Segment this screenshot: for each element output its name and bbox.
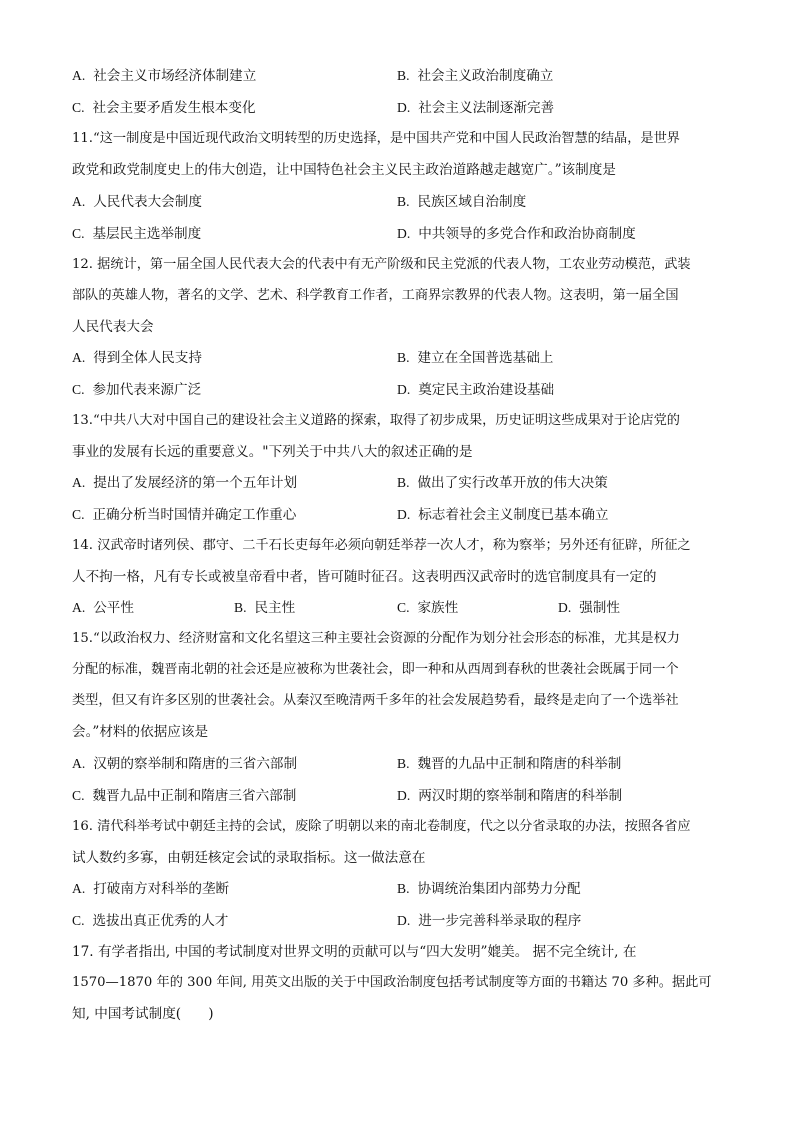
q15-option-d[interactable]: D. 两汉时期的察举制和隋唐的科举制 — [397, 788, 623, 804]
q11-option-a[interactable]: A. 人民代表大会制度 — [72, 194, 202, 210]
q12-option-b[interactable]: B. 建立在全国普选基础上 — [397, 350, 554, 366]
q15-stem-line-2: 分配的标准，魏晋南北朝的社会还是应被称为世袭社会，即一种和从西周到春秋的世袭社会既属于同一个 — [72, 662, 679, 677]
q12-option-a[interactable]: A. 得到全体人民支持 — [72, 350, 202, 366]
q12-stem-line-3: 人民代表大会 — [72, 319, 154, 335]
q15-stem-line-1: 15.“以政治权力、经济财富和文化名望这三种主要社会资源的分配作为划分社会形态的标准，尤其是权力 — [72, 631, 680, 646]
q17-stem-line-1: 17. 有学者指出, 中国的考试制度对世界文明的贡献可以与“四大发明”媲美。 据不完全统计, 在 — [72, 944, 637, 960]
q16-option-b[interactable]: B. 协调统治集团内部势力分配 — [397, 881, 581, 897]
q10-option-d[interactable]: D. 社会主义法制逐渐完善 — [397, 100, 555, 116]
q11-option-c[interactable]: C. 基层民主选举制度 — [72, 226, 202, 242]
q16-option-d[interactable]: D. 进一步完善科举录取的程序 — [397, 913, 582, 929]
q10-option-c[interactable]: C. 社会主要矛盾发生根本变化 — [72, 100, 256, 116]
q12-option-c[interactable]: C. 参加代表来源广泛 — [72, 382, 202, 398]
q13-option-c[interactable]: C. 正确分析当时国情并确定工作重心 — [72, 507, 297, 523]
q15-stem-line-3: 类型，但又有许多区别的世袭社会。从秦汉至晚清两千多年的社会发展趋势看，最终是走向了一个选举社 — [72, 693, 679, 708]
q12-stem-line-2: 部队的英雄人物，著名的文学、艺术、科学教育工作者，工商界宗教界的代表人物。这表明，第一届全国 — [72, 288, 679, 303]
q13-option-b[interactable]: B. 做出了实行改革开放的伟大决策 — [397, 475, 608, 491]
q15-option-a[interactable]: A. 汉朝的察举制和隋唐的三省六部制 — [72, 756, 298, 772]
q17-stem-line-2: 1570—1870 年的 300 年间, 用英文出版的关于中国政治制度包括考试制度等方面的书籍达 70 多种。据此可 — [72, 975, 712, 990]
q10-option-b[interactable]: B. 社会主义政治制度确立 — [397, 68, 554, 84]
q16-stem-line-2: 试人数约多寡，由朝廷核定会试的录取指标。这一做法意在 — [72, 850, 426, 866]
q14-stem-line-2: 人不拘一格，凡有专长或被皇帝看中者，皆可随时征召。这表明西汉武帝时的选官制度具有一定的 — [72, 569, 657, 585]
q15-option-c[interactable]: C. 魏晋九品中正制和隋唐三省六部制 — [72, 788, 297, 804]
q13-option-a[interactable]: A. 提出了发展经济的第一个五年计划 — [72, 475, 298, 491]
q13-option-d[interactable]: D. 标志着社会主义制度已基本确立 — [397, 507, 609, 523]
q11-stem-line-1: 11.“这一制度是中国近现代政治文明转型的历史选择，是中国共产党和中国人民政治智慧的结晶，是世界 — [72, 131, 680, 146]
q11-stem-line-2: 政党和政党制度史上的伟大创造，让中国特色社会主义民主政治道路越走越宽广。”该制度是 — [72, 162, 616, 178]
q17-stem-line-3: 知, 中国考试制度( ) — [72, 1006, 214, 1022]
q14-option-b[interactable]: B. 民主性 — [234, 600, 296, 616]
q14-stem-line-1: 14. 汉武帝时诸列侯、郡守、二千石长吏每年必须向朝廷举荐一次人才，称为察举；另外还有征辟，所征之 — [72, 538, 691, 553]
q14-option-a[interactable]: A. 公平性 — [72, 600, 134, 616]
q14-option-c[interactable]: C. 家族性 — [397, 600, 459, 616]
q12-option-d[interactable]: D. 奠定民主政治建设基础 — [397, 382, 555, 398]
q12-stem-line-1: 12. 据统计，第一届全国人民代表大会的代表中有无产阶级和民主党派的代表人物，工农业劳动模范，武装 — [72, 257, 691, 272]
q15-option-b[interactable]: B. 魏晋的九品中正制和隋唐的科举制 — [397, 756, 622, 772]
q11-option-b[interactable]: B. 民族区域自治制度 — [397, 194, 527, 210]
q16-option-c[interactable]: C. 选拔出真正优秀的人才 — [72, 913, 229, 929]
q15-stem-line-4: 会。”材料的依据应该是 — [72, 724, 209, 740]
q16-option-a[interactable]: A. 打破南方对科举的垄断 — [72, 881, 230, 897]
q14-option-d[interactable]: D. 强制性 — [558, 600, 620, 616]
q13-stem-line-2: 事业的发展有长远的重要意义。"下列关于中共八大的叙述正确的是 — [72, 444, 473, 460]
q11-option-d[interactable]: D. 中共领导的多党合作和政治协商制度 — [397, 226, 636, 242]
q13-stem-line-1: 13.“中共八大对中国自己的建设社会主义道路的探索，取得了初步成果，历史证明这些成果对于论店党的 — [72, 413, 680, 428]
q10-option-a[interactable]: A. 社会主义市场经济体制建立 — [72, 68, 257, 84]
q16-stem-line-1: 16. 清代科举考试中朝廷主持的会试，废除了明朝以来的南北卷制度，代之以分省录取的办法，按照各省应 — [72, 819, 691, 834]
